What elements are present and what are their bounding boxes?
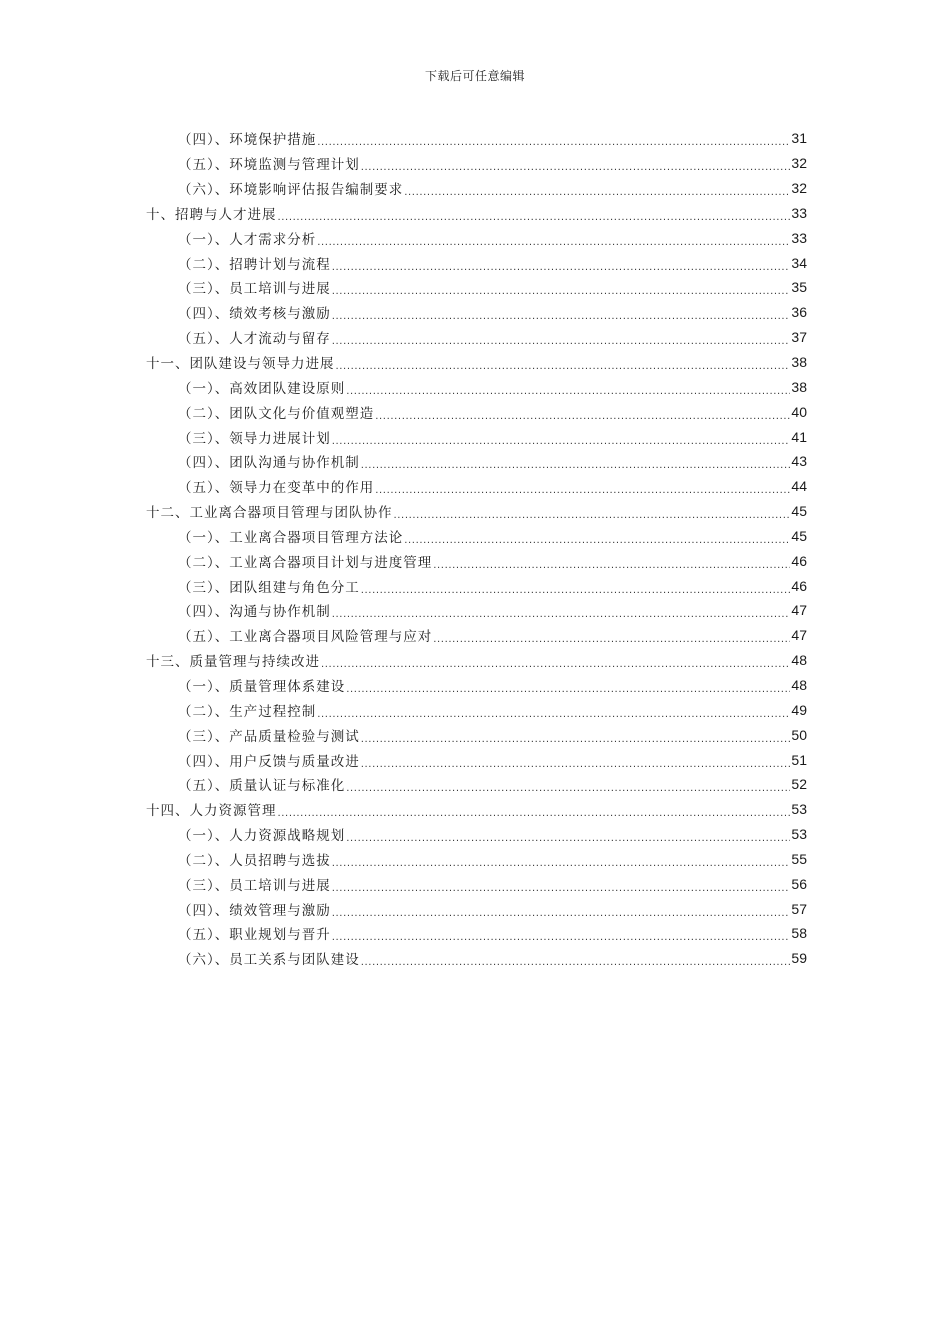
toc-entry-title: （三）、员工培训与进展 (178, 877, 331, 894)
toc-section-entry[interactable] (178, 399, 807, 424)
toc-entry-title: 十、招聘与人才进展 (146, 206, 277, 223)
toc-page-number: 43 (791, 453, 807, 470)
toc-page-number: 48 (791, 652, 807, 669)
toc-dot-leader (433, 630, 790, 646)
toc-chapter-entry[interactable] (146, 499, 807, 524)
toc-dot-leader (332, 432, 791, 448)
toc-page-number: 58 (791, 925, 807, 942)
toc-section-entry[interactable] (178, 921, 807, 946)
toc-dot-leader (404, 183, 790, 199)
toc-page-number: 45 (791, 503, 807, 520)
toc-dot-leader (361, 581, 791, 597)
toc-section-entry[interactable] (178, 225, 807, 250)
toc-page-number: 44 (791, 478, 807, 495)
toc-section-entry[interactable] (178, 722, 807, 747)
toc-page-number: 36 (791, 304, 807, 321)
toc-dot-leader (332, 282, 791, 298)
toc-page-number: 37 (791, 329, 807, 346)
toc-page-number: 33 (791, 204, 807, 221)
toc-entry-title: （四）、用户反馈与质量改进 (178, 753, 360, 770)
toc-dot-leader (361, 456, 791, 472)
toc-entry-title: （五）、职业规划与晋升 (178, 927, 331, 944)
toc-entry-title: （二）、生产过程控制 (178, 703, 317, 720)
toc-section-entry[interactable] (178, 151, 807, 176)
toc-section-entry[interactable] (178, 697, 807, 722)
toc-chapter-entry[interactable] (146, 350, 807, 375)
toc-entry-title: （二）、工业离合器项目计划与进度管理 (178, 554, 433, 571)
toc-section-entry[interactable] (178, 474, 807, 499)
toc-dot-leader (332, 928, 791, 944)
page-header: 下载后可任意编辑 (424, 69, 525, 83)
toc-entry-title: （一）、人才需求分析 (178, 231, 317, 248)
toc-page-number: 56 (791, 875, 807, 892)
toc-page-number: 55 (791, 850, 807, 867)
toc-section-entry[interactable] (178, 772, 807, 797)
toc-page-number: 45 (791, 527, 807, 544)
toc-entry-title: （四）、团队沟通与协作机制 (178, 455, 360, 472)
toc-entry-title: （五）、人才流动与留存 (178, 331, 331, 348)
toc-dot-leader (332, 258, 791, 274)
toc-dot-leader (332, 879, 791, 895)
table-of-contents (0, 126, 950, 971)
toc-entry-title: （五）、领导力在变革中的作用 (178, 480, 375, 497)
toc-page-number: 38 (791, 354, 807, 371)
toc-page-number: 32 (791, 155, 807, 172)
toc-section-entry[interactable] (178, 573, 807, 598)
toc-section-entry[interactable] (178, 673, 807, 698)
toc-section-entry[interactable] (178, 250, 807, 275)
toc-page-number: 49 (791, 701, 807, 718)
toc-section-entry[interactable] (178, 325, 807, 350)
toc-page-number: 46 (791, 552, 807, 569)
toc-page-number: 50 (791, 726, 807, 743)
toc-section-entry[interactable] (178, 374, 807, 399)
toc-page-number: 40 (791, 403, 807, 420)
toc-page-number: 47 (791, 627, 807, 644)
toc-section-entry[interactable] (178, 747, 807, 772)
toc-entry-title: （四）、沟通与协作机制 (178, 604, 331, 621)
toc-entry-title: （四）、环境保护措施 (178, 132, 317, 149)
toc-dot-leader (375, 407, 790, 423)
toc-section-entry[interactable] (178, 424, 807, 449)
toc-dot-leader (332, 307, 791, 323)
toc-section-entry[interactable] (178, 449, 807, 474)
toc-page-number: 38 (791, 378, 807, 395)
toc-dot-leader (278, 208, 791, 224)
toc-page-number: 35 (791, 279, 807, 296)
toc-dot-leader (433, 556, 790, 572)
toc-entry-title: （三）、领导力进展计划 (178, 430, 331, 447)
toc-entry-title: （六）、环境影响评估报告编制要求 (178, 182, 404, 199)
toc-entry-title: （三）、员工培训与进展 (178, 281, 331, 298)
toc-entry-title: （一）、工业离合器项目管理方法论 (178, 529, 404, 546)
toc-entry-title: 十一、团队建设与领导力进展 (146, 356, 335, 373)
toc-page-number: 59 (791, 950, 807, 967)
toc-section-entry[interactable] (178, 176, 807, 201)
toc-section-entry[interactable] (178, 822, 807, 847)
toc-entry-title: 十四、人力资源管理 (146, 803, 277, 820)
toc-section-entry[interactable] (178, 300, 807, 325)
toc-entry-title: （一）、人力资源战略规划 (178, 828, 346, 845)
toc-dot-leader (346, 779, 790, 795)
toc-entry-title: （五）、工业离合器项目风险管理与应对 (178, 629, 433, 646)
toc-entry-title: 十三、质量管理与持续改进 (146, 654, 320, 671)
toc-entry-title: 十二、工业离合器项目管理与团队协作 (146, 505, 393, 522)
toc-page-number: 46 (791, 577, 807, 594)
toc-page-number: 41 (791, 428, 807, 445)
toc-dot-leader (332, 854, 791, 870)
toc-dot-leader (361, 953, 791, 969)
toc-section-entry[interactable] (178, 946, 807, 971)
toc-entry-title: （四）、绩效考核与激励 (178, 306, 331, 323)
toc-entry-title: （二）、招聘计划与流程 (178, 256, 331, 273)
toc-page-number: 53 (791, 826, 807, 843)
toc-dot-leader (332, 605, 791, 621)
toc-entry-title: （四）、绩效管理与激励 (178, 902, 331, 919)
toc-section-entry[interactable] (178, 126, 807, 151)
toc-page-number: 53 (791, 801, 807, 818)
toc-page-number: 48 (791, 676, 807, 693)
toc-entry-title: （二）、团队文化与价值观塑造 (178, 405, 375, 422)
toc-page-number: 51 (791, 751, 807, 768)
toc-page-number: 31 (791, 130, 807, 147)
toc-dot-leader (346, 680, 790, 696)
toc-entry-title: （一）、高效团队建设原则 (178, 380, 346, 397)
toc-entry-title: （三）、产品质量检验与测试 (178, 728, 360, 745)
toc-section-entry[interactable] (178, 598, 807, 623)
toc-dot-leader (317, 133, 790, 149)
toc-dot-leader (361, 755, 791, 771)
toc-entry-title: （六）、员工关系与团队建设 (178, 952, 360, 969)
toc-page-number: 33 (791, 229, 807, 246)
toc-dot-leader (278, 804, 791, 820)
toc-dot-leader (404, 531, 790, 547)
toc-dot-leader (394, 506, 791, 522)
toc-dot-leader (321, 655, 790, 671)
toc-dot-leader (361, 158, 791, 174)
toc-dot-leader (332, 904, 791, 920)
toc-chapter-entry[interactable] (146, 648, 807, 673)
toc-page-number: 57 (791, 900, 807, 917)
toc-dot-leader (361, 730, 791, 746)
toc-dot-leader (346, 829, 790, 845)
toc-section-entry[interactable] (178, 524, 807, 549)
toc-entry-title: （一）、质量管理体系建设 (178, 678, 346, 695)
toc-page-number: 47 (791, 602, 807, 619)
toc-entry-title: （二）、人员招聘与选拔 (178, 852, 331, 869)
toc-section-entry[interactable] (178, 846, 807, 871)
toc-dot-leader (346, 382, 790, 398)
toc-section-entry[interactable] (178, 275, 807, 300)
toc-dot-leader (336, 357, 791, 373)
toc-dot-leader (375, 481, 790, 497)
toc-page-number: 34 (791, 254, 807, 271)
toc-page-number: 52 (791, 776, 807, 793)
toc-entry-title: （五）、质量认证与标准化 (178, 778, 346, 795)
toc-dot-leader (317, 705, 790, 721)
toc-chapter-entry[interactable] (146, 201, 807, 226)
toc-chapter-entry[interactable] (146, 797, 807, 822)
toc-section-entry[interactable] (178, 548, 807, 573)
toc-section-entry[interactable] (178, 896, 807, 921)
toc-dot-leader (332, 332, 791, 348)
toc-section-entry[interactable] (178, 623, 807, 648)
toc-dot-leader (317, 233, 790, 249)
toc-page-number: 32 (791, 180, 807, 197)
toc-section-entry[interactable] (178, 871, 807, 896)
toc-entry-title: （三）、团队组建与角色分工 (178, 579, 360, 596)
toc-entry-title: （五）、环境监测与管理计划 (178, 157, 360, 174)
